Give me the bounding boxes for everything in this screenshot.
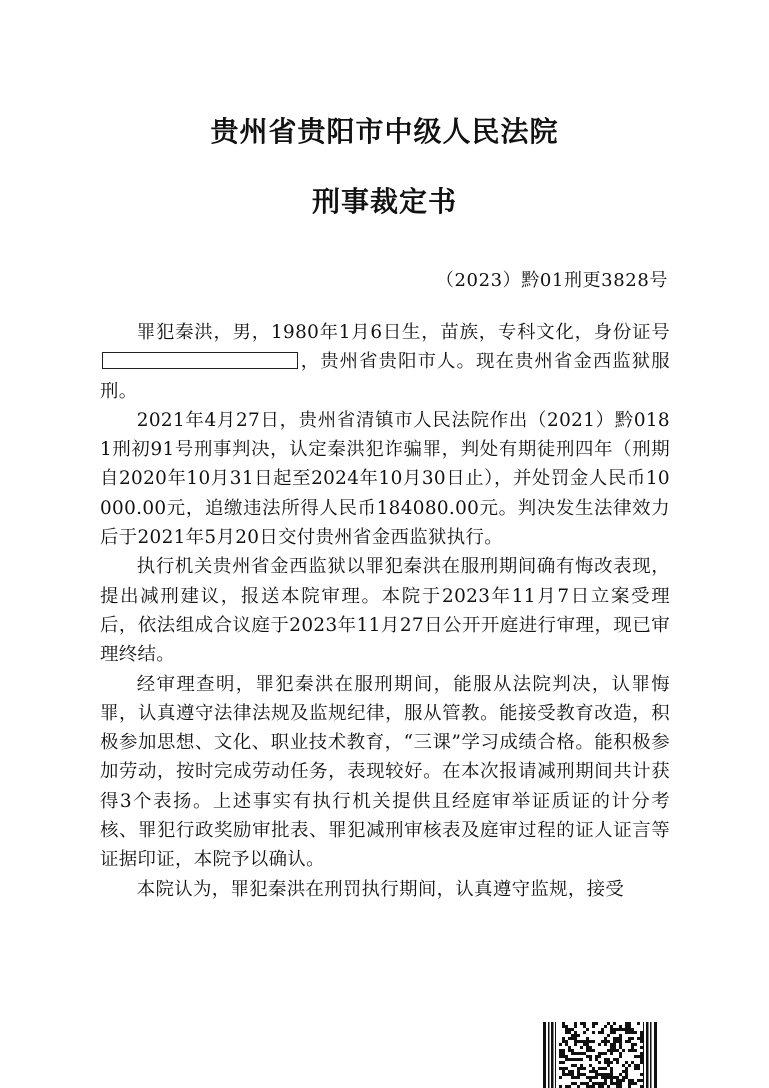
paragraph-original-judgment: 2021年4月27日，贵州省清镇市人民法院作出（2021）黔0181刑初91号刑事判决，认定秦洪犯诈骗罪，判处有期徒刑四年（刑期自2020年10月31日起至2024年10月30日止），并处罚金人民币10000.00元，追缴违法所得人民币184080.00元。判决发生法律效力后于2021年5月20日交付贵州省金西监狱执行。	[100, 409, 670, 549]
court-title: 贵州省贵阳市中级人民法院	[210, 115, 559, 148]
paragraph-defendant-info	[100, 318, 670, 406]
paragraph-commutation-proposal: 执行机关贵州省金西监狱以罪犯秦洪在服刑期间确有悔改表现，提出减刑建议，报送本院审理。本院于2023年11月7日立案受理后，依法组成合议庭于2023年11月27日公开开庭进行审理，现已审理终结。	[100, 556, 670, 666]
paragraph-findings: 经审理查明，罪犯秦洪在服刑期间，能服从法院判决，认罪悔罪，认真遵守法律法规及监规纪律，服从管教。能接受教育改造，积极参加思想、文化、职业技术教育，“三课”学习成绩合格。能积极参加劳动，按时完成劳动任务，表现较好。在本次报请减刑期间共计获得3个表扬。上述事实有执行机关提供且经庭审举证质证的计分考核、罪犯行政奖励审批表、罪犯减刑审核表及庭审过程的证人证言等证据印证，本院予以确认。	[100, 673, 670, 871]
defendant-info-text: 罪犯秦洪，男，1980年1月6日生，苗族，专科文化，身份证号	[136, 322, 670, 343]
defendant-residence-text: ，贵州省贵阳市人。现在贵州省金西监狱服刑。	[100, 351, 670, 402]
document-body	[100, 318, 670, 904]
qr-code-image	[543, 1022, 658, 1088]
paragraph-court-opinion: 本院认为，罪犯秦洪在刑罚执行期间，认真遵守监规，接受	[136, 878, 625, 900]
case-number: （2023）黔01刑更3828号	[435, 270, 668, 291]
document-type-title: 刑事裁定书	[311, 185, 457, 218]
redacted-id-number-box	[102, 352, 298, 369]
